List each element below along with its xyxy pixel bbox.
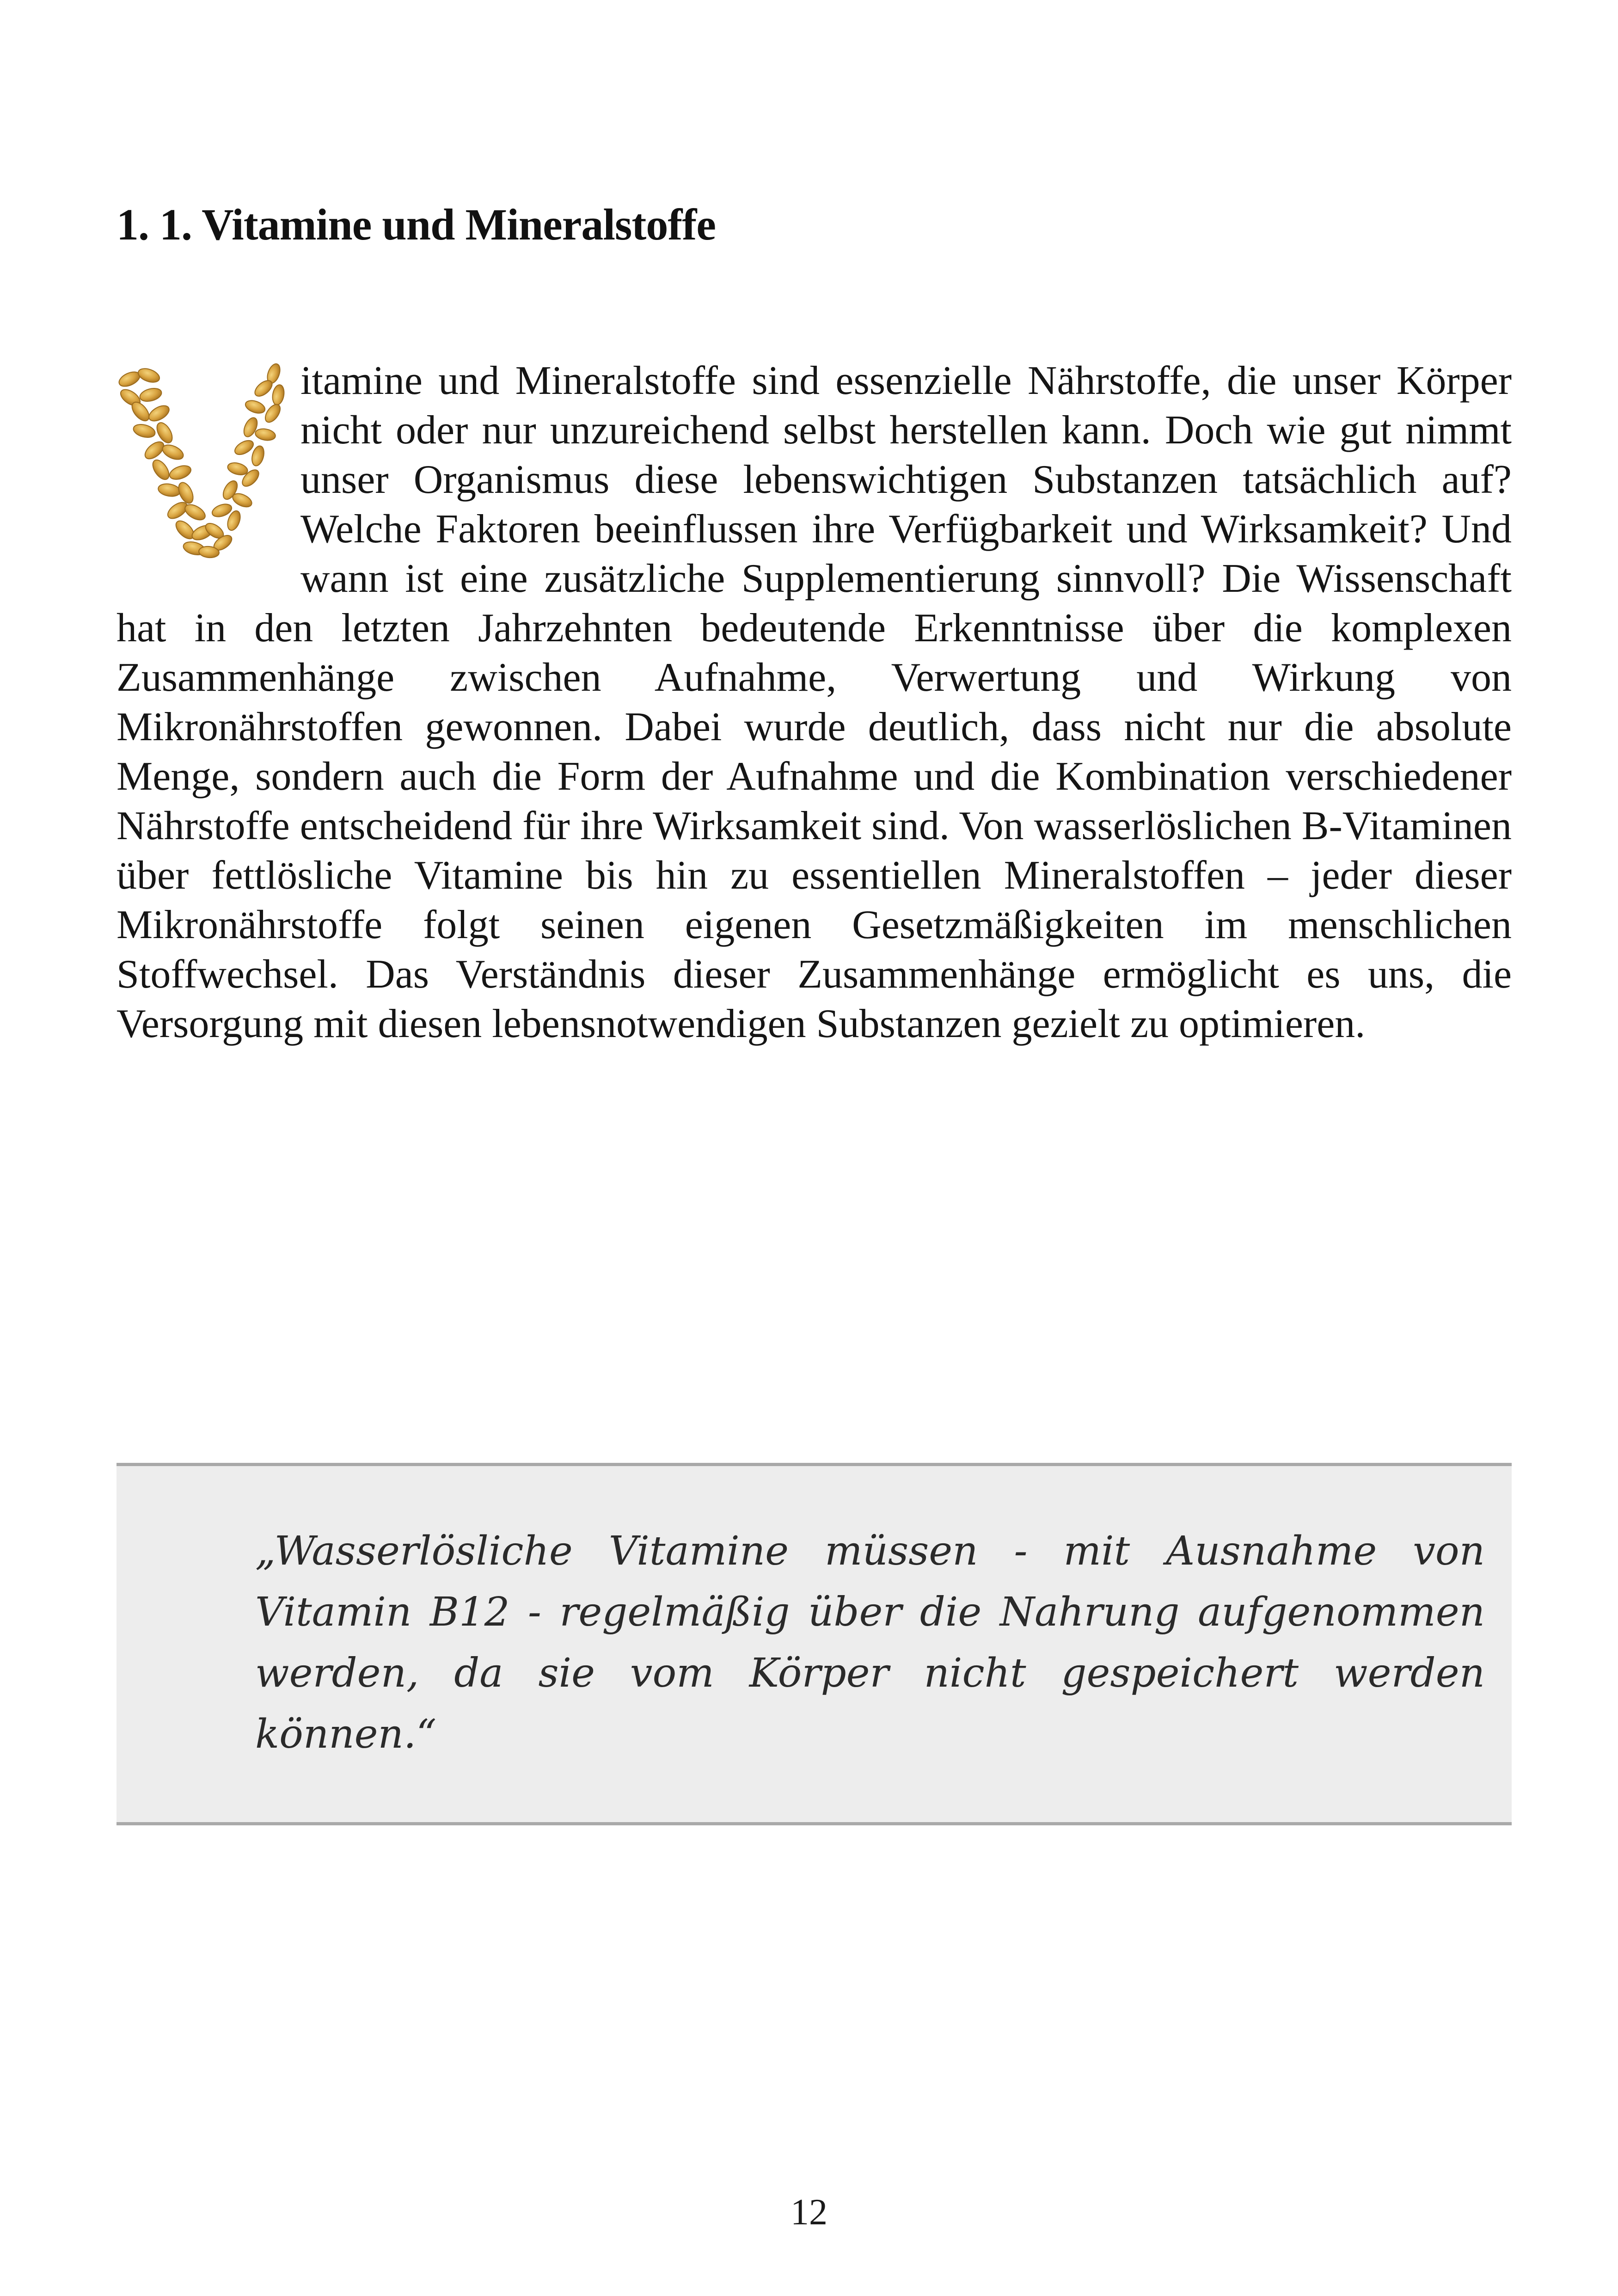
pull-quote-text: „Wasserlösliche Vitamine müssen - mit Ausnahme von Vitamin B12 - regelmäßig über die Nahrung aufgenommen werden, da sie vom Körper nicht gespeichert werden können.“ xyxy=(255,1528,1485,1757)
pull-quote-box xyxy=(116,1463,1512,1825)
page-number: 12 xyxy=(791,2192,827,2233)
section-heading: 1. 1. Vitamine und Mineralstoffe xyxy=(116,200,716,249)
intro-text: itamine und Mineralstoffe sind essenzielle Nährstoffe, die unser Körper nicht oder nur unzureichend selbst herstellen kann. Doch wie gut nimmt unser Organismus diese lebenswichtigen Substanzen tatsächlich auf? Welche Faktoren beeinflussen ihre Verfügbarkeit und Wirksamkeit? Und wann ist eine zusätzliche Supplementierung sinnvoll? Die Wissenschaft hat in den letzten Jahrzehnten bedeutende Erkenntnisse über die komplexen Zusammenhänge zwischen Aufnahme, Verwertung und Wirkung von Mikronährstoffen gewonnen. Dabei wurde deutlich, dass nicht nur die absolute Menge, sondern auch die Form der Aufnahme und die Kombination verschiedener Nährstoffe entscheidend für ihre Wirksamkeit sind. Von wasserlöslichen B-Vitaminen über fettlösliche Vitamine bis hin zu essentiellen Mineralstoffen – jeder dieser Mikronährstoffe folgt seinen eigenen Gesetzmäßigkeiten im menschlichen Stoffwechsel. Das Verständnis dieser Zusammenhänge ermöglicht es uns, die Versorgung mit diesen lebensnotwendigen Substanzen gezielt zu optimieren. xyxy=(116,358,1512,1046)
seed-letter-v-icon xyxy=(116,362,288,559)
intro-paragraph xyxy=(116,356,1512,1049)
